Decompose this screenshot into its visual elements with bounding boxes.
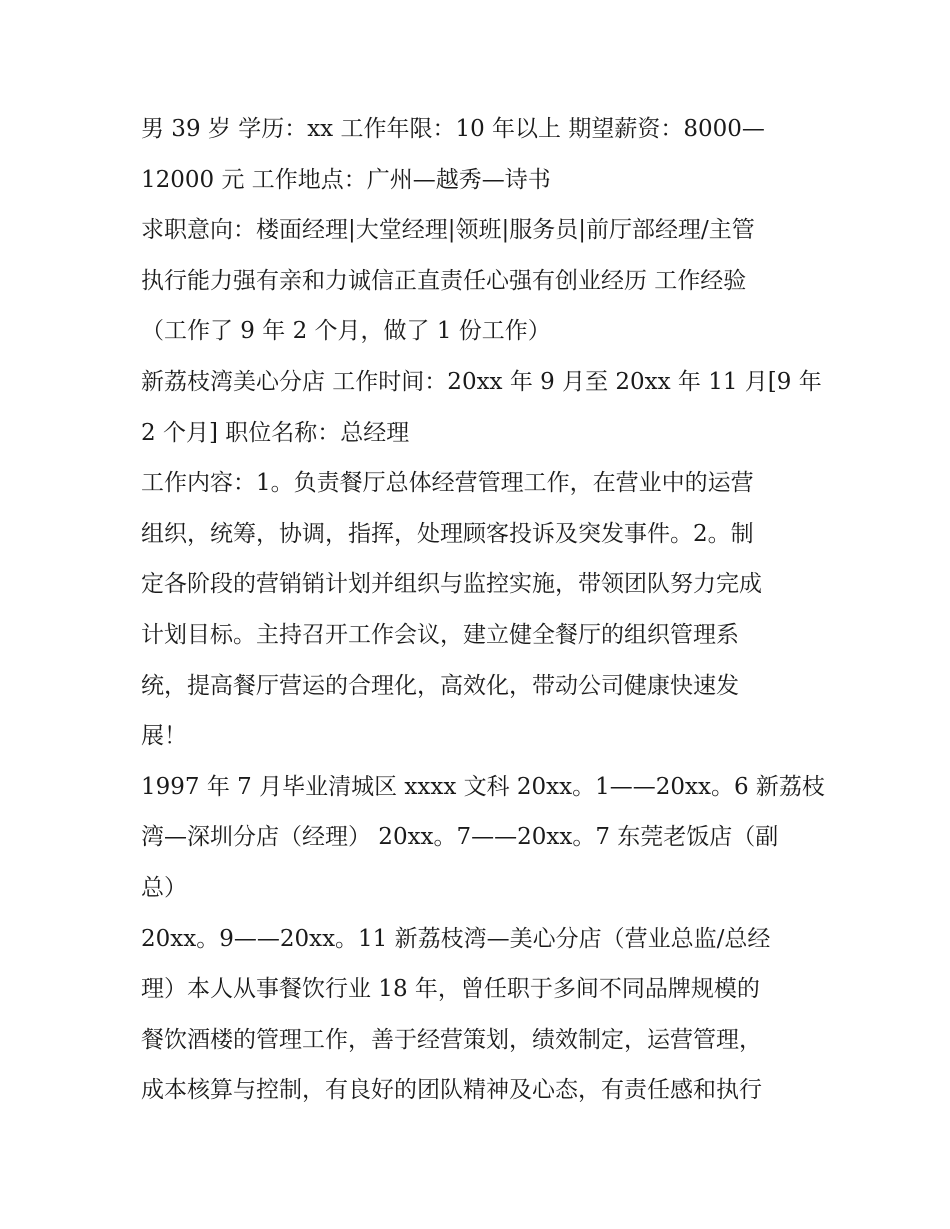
resume-text-body xyxy=(141,104,825,1116)
text-line: 执行能力强有亲和力诚信正直责任心强有创业经历 工作经验 xyxy=(141,267,747,294)
text-line: 1997 年 7 月毕业清城区 xxxx 文科 20xx。1——20xx。6 新荔枝 xyxy=(141,773,825,800)
text-line: 总） xyxy=(141,874,187,901)
text-line: 12000 元 工作地点：广州—越秀—诗书 xyxy=(141,166,551,193)
text-line: （工作了 9 年 2 个月，做了 1 份工作） xyxy=(141,318,551,345)
text-line: 理）本人从事餐饮行业 18 年，曾任职于多间不同品牌规模的 xyxy=(141,976,760,1003)
text-line: 计划目标。主持召开工作会议，建立健全餐厅的组织管理系 xyxy=(141,621,739,648)
text-line: 定各阶段的营销销计划并组织与监控实施，带领团队努力完成 xyxy=(141,571,762,598)
text-line: 20xx。9——20xx。11 新荔枝湾—美心分店（营业总监/总经 xyxy=(141,925,771,952)
text-line: 展！ xyxy=(141,723,187,750)
text-line: 2 个月] 职位名称：总经理 xyxy=(141,419,410,446)
text-line: 组织，统筹，协调，指挥，处理顾客投诉及突发事件。2。制 xyxy=(141,520,754,547)
text-line: 统，提高餐厅营运的合理化，高效化，带动公司健康快速发 xyxy=(141,672,739,699)
text-line: 湾—深圳分店（经理） 20xx。7——20xx。7 东莞老饭店（副 xyxy=(141,824,779,851)
text-line: 男 39 岁 学历：xx 工作年限：10 年以上 期望薪资：8000— xyxy=(141,116,765,142)
text-line: 餐饮酒楼的管理工作，善于经营策划，绩效制定，运营管理， xyxy=(141,1026,762,1053)
text-line: 求职意向：楼面经理|大堂经理|领班|服务员|前厅部经理/主管 xyxy=(141,217,755,244)
text-line: 工作内容：1。负责餐厅总体经营管理工作，在营业中的运营 xyxy=(141,470,754,497)
text-line: 成本核算与控制，有良好的团队精神及心态，有责任感和执行 xyxy=(141,1077,762,1104)
text-line: 新荔枝湾美心分店 工作时间：20xx 年 9 月至 20xx 年 11 月[9 年 xyxy=(141,368,822,395)
